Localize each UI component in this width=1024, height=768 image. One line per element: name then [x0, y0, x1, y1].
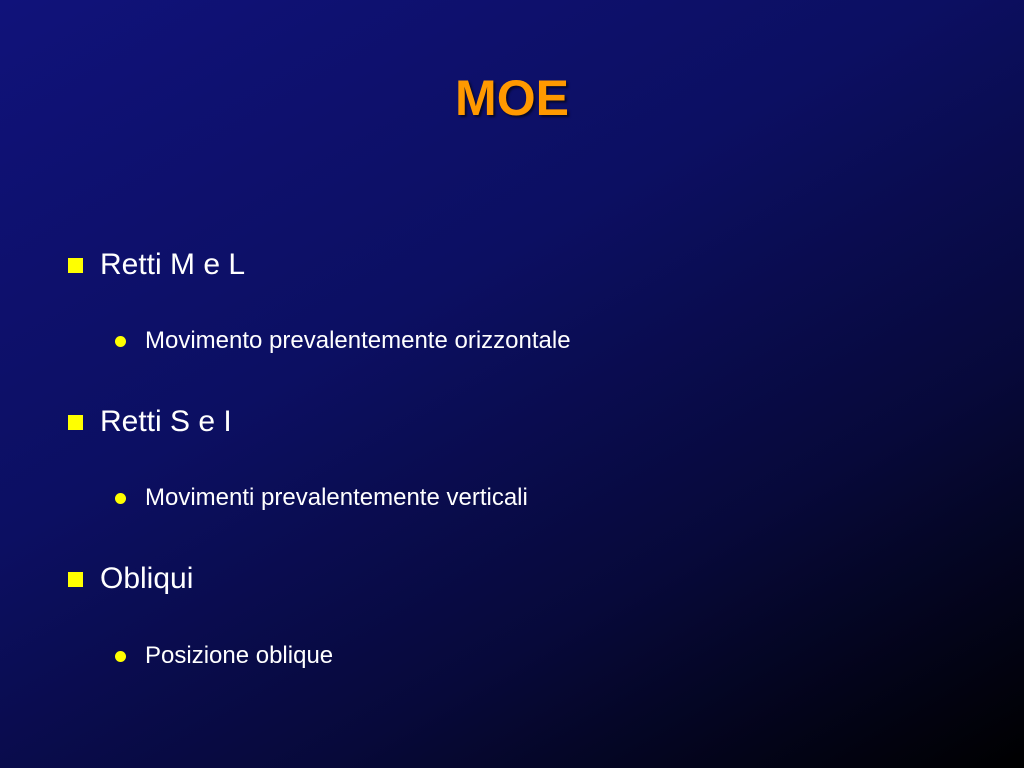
bullet-text: Obliqui	[100, 562, 194, 595]
bullet-item-level2	[115, 640, 333, 672]
square-bullet-icon	[68, 258, 83, 273]
round-bullet-icon	[115, 493, 126, 504]
round-bullet-icon	[115, 651, 126, 662]
square-bullet-icon	[68, 415, 83, 430]
bullet-text: Retti M e L	[100, 248, 246, 281]
bullet-text: Movimenti prevalentemente verticali	[145, 484, 528, 511]
round-bullet-icon	[115, 336, 126, 347]
bullet-item-level1	[68, 402, 232, 442]
bullet-text: Movimento prevalentemente orizzontale	[145, 327, 571, 354]
bullet-item-level2	[115, 325, 571, 357]
bullet-item-level2	[115, 482, 528, 514]
bullet-item-level1	[68, 559, 193, 599]
bullet-text: Retti S e I	[100, 405, 232, 438]
square-bullet-icon	[68, 572, 83, 587]
bullet-item-level1	[68, 245, 245, 285]
slide-title: MOE	[455, 70, 569, 126]
bullet-text: Posizione oblique	[145, 642, 334, 669]
